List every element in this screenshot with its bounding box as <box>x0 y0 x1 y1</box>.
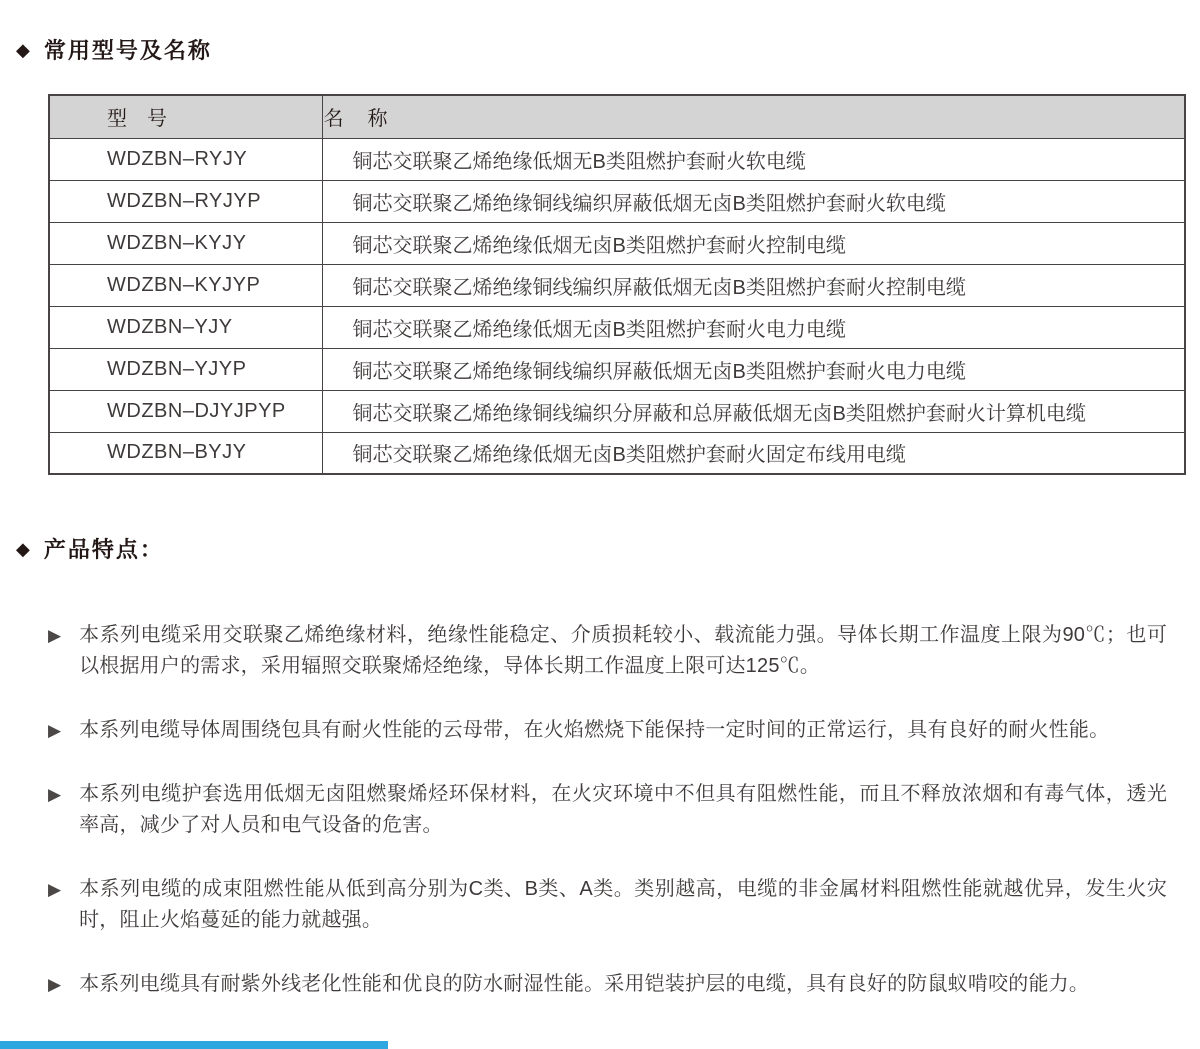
triangle-bullet-icon: ▶ <box>48 626 62 645</box>
name-cell: 铜芯交联聚乙烯绝缘铜线编织分屏蔽和总屏蔽低烟无卤B类阻燃护套耐火计算机电缆 <box>322 390 1185 432</box>
model-cell: WDZBN–RYJYP <box>49 180 322 222</box>
table-header-model: 型 号 <box>49 95 322 138</box>
table-row <box>49 348 1185 390</box>
feature-item <box>48 874 1170 936</box>
diamond-icon: ◆ <box>16 39 30 60</box>
section-title-features: 产品特点： <box>43 537 164 562</box>
model-cell: WDZBN–KYJY <box>49 222 322 264</box>
table-row <box>49 264 1185 306</box>
model-cell: WDZBN–KYJYP <box>49 264 322 306</box>
table-header-row <box>49 95 1185 138</box>
table-header-name: 名 称 <box>322 95 1185 138</box>
name-cell: 铜芯交联聚乙烯绝缘低烟无卤B类阻燃护套耐火控制电缆 <box>322 222 1185 264</box>
feature-item <box>48 715 1170 746</box>
name-cell: 铜芯交联聚乙烯绝缘低烟无卤B类阻燃护套耐火固定布线用电缆 <box>322 432 1185 474</box>
table-row <box>49 180 1185 222</box>
models-table <box>48 94 1186 475</box>
model-cell: WDZBN–RYJY <box>49 138 322 180</box>
feature-text: 本系列电缆采用交联聚乙烯绝缘材料，绝缘性能稳定、介质损耗较小、载流能力强。导体长期工作温度上限为90℃；也可以根据用户的需求，采用辐照交联聚烯烃绝缘，导体长期工作温度上限可达125℃。 <box>79 624 1168 677</box>
feature-text: 本系列电缆具有耐紫外线老化性能和优良的防水耐湿性能。采用铠装护层的电缆，具有良好的防鼠蚁啃咬的能力。 <box>79 973 1090 995</box>
name-cell: 铜芯交联聚乙烯绝缘低烟无B类阻燃护套耐火软电缆 <box>322 138 1185 180</box>
triangle-bullet-icon: ▶ <box>48 785 62 804</box>
feature-list <box>48 620 1170 1000</box>
feature-text: 本系列电缆护套选用低烟无卤阻燃聚烯烃环保材料，在火灾环境中不但具有阻燃性能，而且不释放浓烟和有毒气体，透光率高，减少了对人员和电气设备的危害。 <box>79 783 1168 836</box>
model-cell: WDZBN–BYJY <box>49 432 322 474</box>
name-cell: 铜芯交联聚乙烯绝缘低烟无卤B类阻燃护套耐火电力电缆 <box>322 306 1185 348</box>
model-cell: WDZBN–DJYJPYP <box>49 390 322 432</box>
section-header-models <box>0 0 1200 65</box>
table-row <box>49 432 1185 474</box>
diamond-icon: ◆ <box>16 538 30 559</box>
section-header-features <box>0 533 1200 564</box>
triangle-bullet-icon: ▶ <box>48 880 62 899</box>
feature-item <box>48 779 1170 841</box>
model-cell: WDZBN–YJY <box>49 306 322 348</box>
table-row <box>49 306 1185 348</box>
triangle-bullet-icon: ▶ <box>48 721 62 740</box>
feature-item <box>48 620 1170 682</box>
name-cell: 铜芯交联聚乙烯绝缘铜线编织屏蔽低烟无卤B类阻燃护套耐火电力电缆 <box>322 348 1185 390</box>
triangle-bullet-icon: ▶ <box>48 975 62 994</box>
table-row <box>49 390 1185 432</box>
name-cell: 铜芯交联聚乙烯绝缘铜线编织屏蔽低烟无卤B类阻燃护套耐火控制电缆 <box>322 264 1185 306</box>
feature-text: 本系列电缆的成束阻燃性能从低到高分别为C类、B类、A类。类别越高，电缆的非金属材料阻燃性能就越优异，发生火灾时，阻止火焰蔓延的能力就越强。 <box>79 878 1168 931</box>
table-row <box>49 138 1185 180</box>
feature-item <box>48 969 1170 1000</box>
model-cell: WDZBN–YJYP <box>49 348 322 390</box>
table-row <box>49 222 1185 264</box>
name-cell: 铜芯交联聚乙烯绝缘铜线编织屏蔽低烟无卤B类阻燃护套耐火软电缆 <box>322 180 1185 222</box>
section-title-models: 常用型号及名称 <box>43 38 212 63</box>
feature-text: 本系列电缆导体周围绕包具有耐火性能的云母带，在火焰燃烧下能保持一定时间的正常运行，具有良好的耐火性能。 <box>79 719 1110 741</box>
footer-accent-bar <box>0 1041 388 1049</box>
